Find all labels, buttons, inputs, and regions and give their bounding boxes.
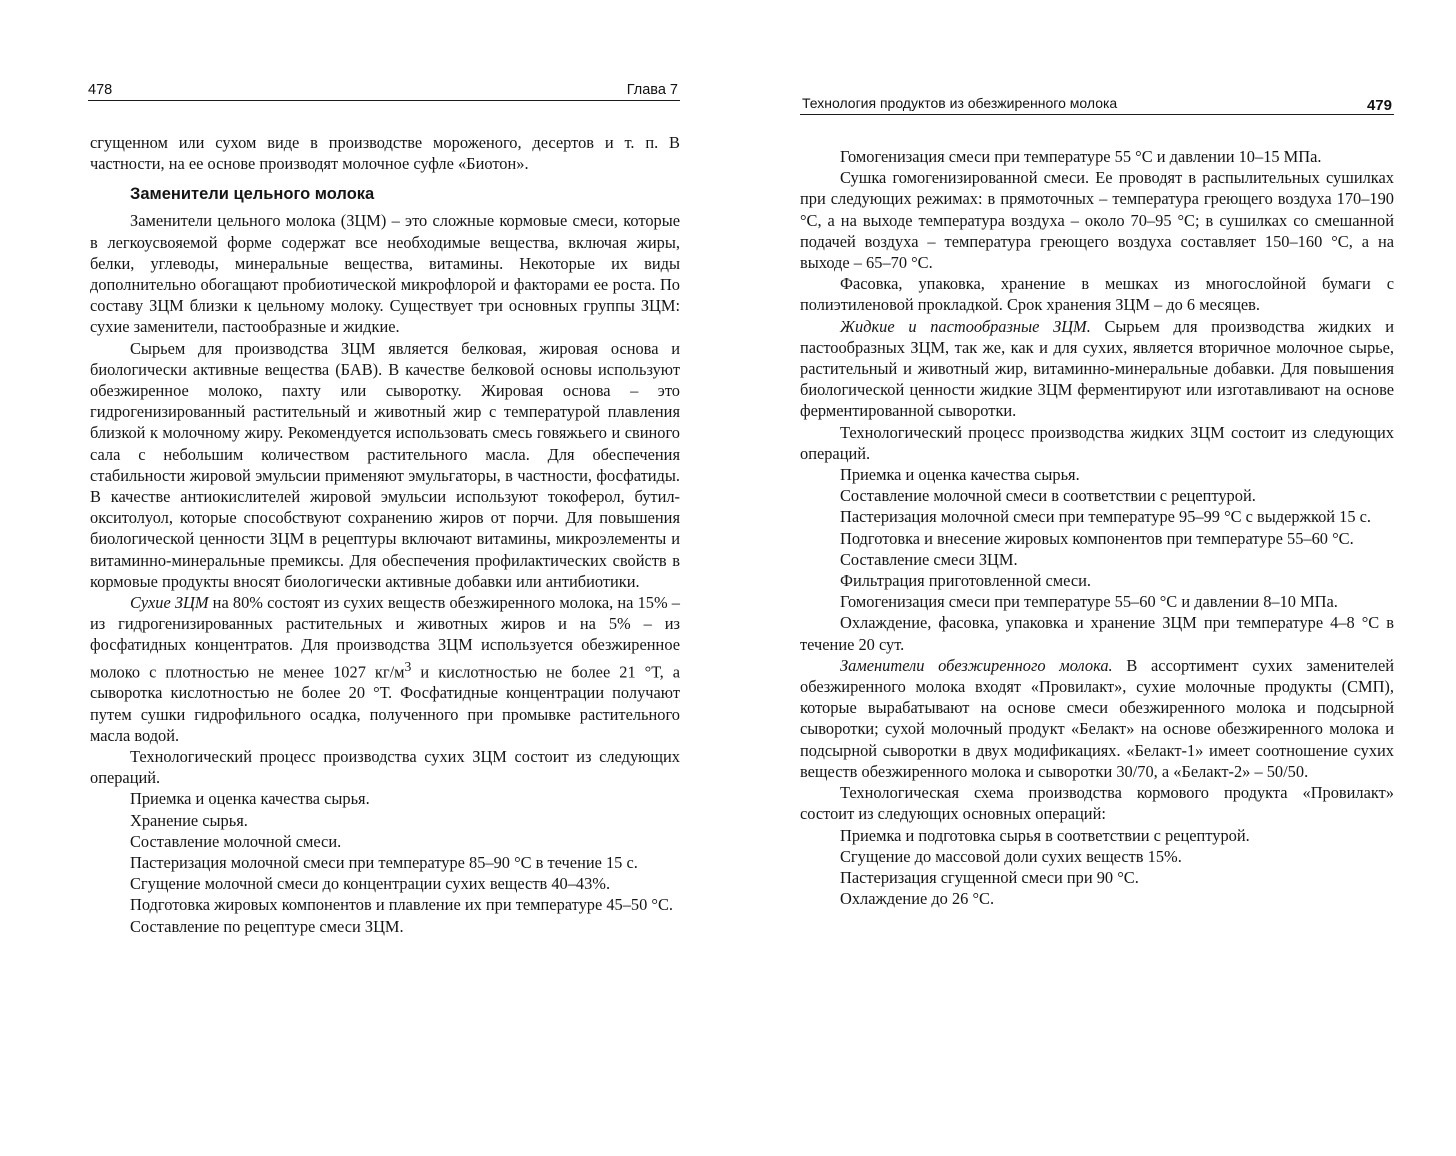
list-item: Гомогенизация смеси при температуре 55–60 °С и давлении 8–10 МПа. — [840, 592, 1338, 612]
chapter-title: Глава 7 — [626, 82, 678, 98]
paragraph: Технологический процесс производства сухих ЗЦМ состоит из следующих операций. — [90, 746, 680, 788]
left-page-body — [90, 132, 680, 937]
list-item: Фильтрация приготовленной смеси. — [840, 571, 1091, 591]
right-page — [728, 0, 1456, 1156]
paragraph: Технологический процесс производства жидких ЗЦМ состоит из следующих операций. — [800, 422, 1394, 463]
list-item: Сгущение до массовой доли сухих веществ 15%. — [840, 846, 1182, 866]
right-page-header — [800, 92, 1394, 115]
list-item: Составление смеси ЗЦМ. — [840, 549, 1018, 569]
paragraph-text: Сырьем для производства жидких и пастообразных ЗЦМ, так же, как и для сухих, является вторичное молочное сырье, растительный и животный жир, витаминно-минеральные добавки. Для повышения биологической ценности жидкие ЗЦМ ферментируют или изготавливают на основе ферментированной сыворотки. — [800, 316, 1394, 421]
paragraph: Заменители цельного молока (ЗЦМ) – это сложные кормовые смеси, которые в легкоусвояемой форме содержат все необходимые вещества, включая жиры, белки, углеводы, минеральные вещества, витамины. Некоторые их виды дополнительно обогащают пробиотической микрофлорой и факторами ее роста. По составу ЗЦМ близки к цельному молоку. Существует три основных группы ЗЦМ: сухие заменители, пастообразные и жидкие. — [90, 211, 680, 337]
superscript: 3 — [404, 658, 412, 674]
list-item: Приемка и оценка качества сырья. — [130, 789, 370, 809]
list-item: Приемка и оценка качества сырья. — [840, 465, 1080, 485]
paragraph-text: на 80% состоят из сухих веществ обезжиренного молока, на 15% – из гидрогенизированных растительных и животных жиров и на 5% – из фосфатидных концентратов. Для производства ЗЦМ используется обезжиренное молоко с плотностью не менее 1027 кг/м — [90, 593, 680, 682]
intro-paragraph: сгущенном или сухом виде в производстве мороженого, десертов и т. п. В частности, на ее основе производят молочное суфле «Биотон». — [90, 133, 680, 174]
list-item: Подготовка и внесение жировых компонентов при температуре 55–60 °С. — [840, 528, 1354, 548]
italic-lead: Заменители обезжиренного молока. — [840, 655, 1113, 675]
paragraph — [90, 592, 680, 746]
paragraph: Технологическая схема производства кормового продукта «Провилакт» состоит из следующих основных операций: — [800, 783, 1394, 824]
section-heading: Заменители цельного молока — [130, 185, 375, 204]
paragraph: Сушка гомогенизированной смеси. Ее проводят в распылительных сушилках при следующих режимах: в прямоточных – температура греющего воздуха 170–190 °С, а на выходе температура воздуха – около 70–95 °С; в сушилках со смешанной подачей воздуха – температура греющего воздуха составляет 150–160 °С, а на выходе – 65–70 °С. — [800, 168, 1394, 273]
list-item: Охлаждение до 26 °С. — [840, 889, 995, 909]
paragraph: Фасовка, упаковка, хранение в мешках из многослойной бумаги с полиэтиленовой прокладкой. Срок хранения ЗЦМ – до 6 месяцев. — [800, 274, 1394, 315]
list-item: Составление молочной смеси в соответствии с рецептурой. — [840, 486, 1256, 506]
list-item: Пастеризация молочной смеси при температуре 95–99 °С с выдержкой 15 с. — [840, 507, 1371, 527]
page-number: 478 — [88, 82, 113, 98]
list-item: Подготовка жировых компонентов и плавление их при температуре 45–50 °С. — [130, 895, 674, 915]
paragraph: Сырьем для производства ЗЦМ является белковая, жировая основа и биологически активные вещества (БАВ). В качестве белковой основы используют обезжиренное молоко, пахту или сыворотку. Жировая основа – это гидрогенизированный растительный и животный жир с температурой плавления близкой к молочному жиру. Рекомендуется использовать смесь говяжьего и свиного сала с небольшим количеством растительного масла. Для обеспечения стабильности жировой эмульсии применяют эмульгаторы, в частности, фосфатиды. В качестве антиокислителей жировой эмульсии используют токоферол, бутил-окситолуол, которые способствуют сохранению жиров от порчи. Для повышения биологической ценности ЗЦМ в рецептуры включают витамины, микроэлементы и витаминно-минеральные премиксы. Для обеспечения профилактических свойств в кормовые продукты вносят биологически активные добавки или антибиотики. — [90, 338, 680, 591]
italic-lead: Жидкие и пастообразные ЗЦМ. — [840, 316, 1091, 336]
list-item: Сгущение молочной смеси до концентрации сухих веществ 40–43%. — [130, 874, 611, 894]
list-item: Хранение сырья. — [130, 810, 248, 830]
list-item: Составление по рецептуре смеси ЗЦМ. — [130, 916, 404, 936]
italic-lead: Сухие ЗЦМ — [130, 593, 209, 613]
paragraph — [800, 655, 1394, 782]
list-item: Пастеризация молочной смеси при температуре 85–90 °С в течение 15 с. — [130, 852, 638, 872]
paragraph: Гомогенизация смеси при температуре 55 °С и давлении 10–15 МПа. — [840, 147, 1322, 166]
paragraph-text: и кислотностью не более 21 °Т, а сыворотка кислотностью не более 20 °Т. Фосфатидные концентрации получают путем сушки гидрофильного осадка, полученного при промывке растительного масла водой. — [90, 662, 680, 745]
list-item: Приемка и подготовка сырья в соответствии с рецептурой. — [840, 825, 1250, 845]
list-item: Пастеризация сгущенной смеси при 90 °С. — [840, 867, 1139, 887]
paragraph — [800, 316, 1394, 422]
page-number: 479 — [1366, 97, 1392, 114]
paragraph-text: В ассортимент сухих заменителей обезжиренного молока входят «Провилакт», сухие молочные продукты (СМП), которые вырабатывают на основе смеси обезжиренного молока и подсырной сыворотки; сухой молочный продукт «Белакт» на основе обезжиренного молока и подсырной сыворотки в двух модификациях. «Белакт-1» имеет соотношение сухих веществ обезжиренного молока и сыворотки 30/70, а «Белакт-2» – 50/50. — [800, 655, 1395, 781]
left-page-header — [88, 78, 680, 101]
list-item: Составление молочной смеси. — [130, 831, 342, 851]
running-head: Технология продуктов из обезжиренного молока — [802, 95, 1118, 111]
list-item: Охлаждение, фасовка, упаковка и хранение ЗЦМ при температуре 4–8 °С в течение 20 сут. — [800, 613, 1394, 654]
right-page-body — [800, 146, 1394, 909]
